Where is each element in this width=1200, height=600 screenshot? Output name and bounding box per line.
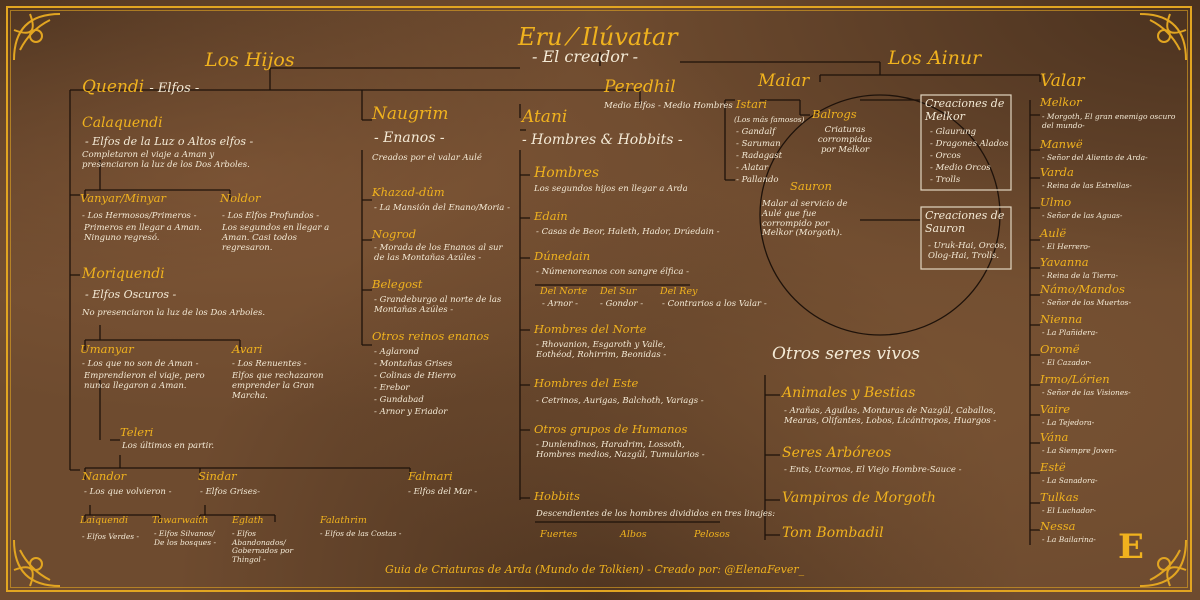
tawarwaith-title: Tawarwaith xyxy=(152,515,209,526)
nandor-title: Nandor xyxy=(82,469,127,483)
noldor-desc: Los segundos en llegar a Aman. Casi todos regresaron. xyxy=(222,223,330,253)
dunedain-sub: - Númenoreanos con sangre élfica - xyxy=(536,267,689,277)
khazad-sub: - La Mansión del Enano/Moria - xyxy=(374,203,510,213)
ainur-title: Los Ainur xyxy=(888,47,982,69)
otros-reinos-item: - Erebor xyxy=(374,383,410,393)
monogram-logo: E xyxy=(1118,527,1144,567)
moriquendi-desc: No presenciaron la luz de los Dos Arboles. xyxy=(82,308,266,318)
belegost-sub: - Grandeburgo al norte de las Montañas Azúles - xyxy=(374,295,502,315)
valar-name: Estë xyxy=(1040,460,1066,474)
valar-name: Nessa xyxy=(1040,519,1076,533)
umanyar-desc: Emprendieron el viaje, pero nunca llegaron a Aman. xyxy=(84,371,205,391)
teleri-desc: Los últimos en partir. xyxy=(122,441,215,451)
otros-humanos-sub: - Dunlendinos, Haradrim, Lossoth, Hombres medios, Nazgûl, Tumularios - xyxy=(536,440,705,460)
vanyar-title: Vanyar/Minyar xyxy=(80,191,166,205)
valar-name: Vaire xyxy=(1040,402,1071,416)
creaciones-sauron-desc: - Uruk-Hai, Orcos, Olog-Hai, Trolls. xyxy=(928,241,1007,261)
quendi-suffix: - Elfos - xyxy=(149,81,200,96)
creaciones-melkor-title: Creaciones de Melkor xyxy=(925,97,1005,123)
dunedain-title: Dúnedain xyxy=(534,249,591,263)
balrogs-desc: Criaturas corrompidas por Melkor xyxy=(817,125,873,155)
laiquendi-title: Laiquendi xyxy=(80,515,129,526)
valar-name: Vána xyxy=(1040,430,1069,444)
calaquendi-sub: - Elfos de la Luz o Altos elfos - xyxy=(85,135,254,148)
valar-desc: - Reina de la Tierra- xyxy=(1042,271,1118,280)
animales-title: Animales y Bestias xyxy=(782,385,916,401)
valar-desc: - El Herrero- xyxy=(1042,242,1091,251)
otros-reinos-item: - Gundabad xyxy=(374,395,424,405)
valar-name: Melkor xyxy=(1040,95,1082,109)
valar-name: Ulmo xyxy=(1040,195,1072,209)
laiquendi-sub: - Elfos Verdes - xyxy=(82,532,140,541)
hombres-desc: Los segundos hijos en llegar a Arda xyxy=(534,184,688,194)
creaciones-sauron-title: Creaciones de Sauron xyxy=(925,209,1005,235)
istari-item: - Pallando xyxy=(736,175,779,185)
valar-name: Tulkas xyxy=(1040,490,1079,504)
edain-sub: - Casas de Beor, Haleth, Hador, Drúedain - xyxy=(536,227,720,237)
valar-desc: - La Siempre Joven- xyxy=(1042,446,1117,455)
melkor-item: - Medio Orcos xyxy=(930,163,991,173)
delrey-sub: - Contrarios a los Valar - xyxy=(662,299,767,309)
naugrim-title: Naugrim xyxy=(372,104,449,124)
calaquendi-title: Calaquendi xyxy=(82,115,163,131)
valar-desc: - Señor del Aliento de Arda- xyxy=(1042,153,1148,162)
vanyar-desc: Primeros en llegar a Aman. Ninguno regresó. xyxy=(84,223,202,243)
avari-desc: Elfos que rechazaron emprender la Gran Marcha. xyxy=(232,371,324,401)
moriquendi-title: Moriquendi xyxy=(82,266,165,282)
istari-item: - Alatar xyxy=(736,163,769,173)
hobbits-pelosos: Pelosos xyxy=(694,529,730,540)
otros-humanos-title: Otros grupos de Humanos xyxy=(534,422,688,436)
atani-sub: - Hombres & Hobbits - xyxy=(522,132,683,148)
falathrim-title: Falathrim xyxy=(320,515,367,526)
calaquendi-desc: Completaron el viaje a Aman y presenciaron la luz de los Dos Arboles. xyxy=(82,150,250,170)
vanyar-sub: - Los Hermosos/Primeros - xyxy=(82,211,197,221)
valar-desc: - El Cazador- xyxy=(1042,358,1092,367)
falathrim-sub: - Elfos de las Costas - xyxy=(320,529,402,538)
hobbits-fuertes: Fuertes xyxy=(540,529,578,540)
arboreos-title: Seres Arbóreos xyxy=(782,445,892,461)
otros-reinos-item: - Arnor y Eriador xyxy=(374,407,448,417)
istari-item: - Radagast xyxy=(736,151,783,161)
valar-desc: - La Bailarina- xyxy=(1042,535,1096,544)
valar-desc: - Reina de las Estrellas- xyxy=(1042,181,1132,190)
maiar-title: Maiar xyxy=(758,71,810,91)
vampiros-title: Vampiros de Morgoth xyxy=(782,490,936,506)
umanyar-sub: - Los que no son de Aman - xyxy=(82,359,199,369)
valar-name: Nienna xyxy=(1040,312,1083,326)
khazad-title: Khazad-dûm xyxy=(372,185,445,199)
delsur-sub: - Gondor - xyxy=(600,299,644,309)
otros-reinos-title: Otros reinos enanos xyxy=(372,329,490,343)
noldor-title: Noldor xyxy=(220,191,261,205)
peredhil-title: Peredhil xyxy=(604,77,676,97)
otros-reinos-item: - Montañas Grises xyxy=(374,359,453,369)
umanyar-title: Umanyar xyxy=(80,342,134,356)
sindar-title: Sindar xyxy=(198,469,237,483)
eru-subtitle: - El creador - xyxy=(532,47,639,66)
hombres-este-title: Hombres del Este xyxy=(534,376,639,390)
delsur-title: Del Sur xyxy=(600,286,637,297)
peredhil-sub: Medio Elfos - Medio Hombres xyxy=(604,101,733,111)
otros-seres-title: Otros seres vivos xyxy=(772,344,920,364)
naugrim-sub: - Enanos - xyxy=(374,130,445,146)
noldor-sub: - Los Elfos Profundos - xyxy=(222,211,320,221)
sauron-desc: Malar al servicio de Aulé que fue corrompido por Melkor (Morgoth). xyxy=(762,199,848,239)
arboreos-sub: - Ents, Ucornos, El Viejo Hombre-Sauce - xyxy=(784,465,962,475)
nogrod-sub: - Morada de los Enanos al sur de las Montañas Azúles - xyxy=(374,243,503,263)
otros-reinos-item: - Colinas de Hierro xyxy=(374,371,456,381)
tom-title: Tom Bombadil xyxy=(782,525,884,541)
teleri-title: Teleri xyxy=(120,425,154,439)
hobbits-desc: Descendientes de los hombres divididos en tres linajes: xyxy=(536,509,776,519)
melkor-item: - Dragones Alados xyxy=(930,139,1009,149)
delrey-title: Del Rey xyxy=(660,286,698,297)
quendi-heading xyxy=(82,78,199,98)
hobbits-title: Hobbits xyxy=(534,489,580,503)
hombres-norte-sub: - Rhovanion, Esgaroth y Valle, Eothéod, Rohirrim, Beonidas - xyxy=(536,340,667,360)
edain-title: Edain xyxy=(534,209,568,223)
hombres-title: Hombres xyxy=(534,165,600,181)
valar-desc: - Señor de las Aguas- xyxy=(1042,211,1123,220)
hijos-title: Los Hijos xyxy=(205,49,295,71)
animales-sub: - Arañas, Aguilas, Monturas de Nazgûl, Caballos, Mearas, Olifantes, Lobos, Licántropos, Huargos - xyxy=(784,406,997,426)
delnorte-sub: - Arnor - xyxy=(542,299,579,309)
istari-item: - Gandalf xyxy=(736,127,776,137)
melkor-item: - Trolls xyxy=(930,175,961,185)
sindar-sub: - Elfos Grises- xyxy=(200,487,261,497)
valar-name: Oromë xyxy=(1040,342,1080,356)
valar-name: Námo/Mandos xyxy=(1040,282,1125,296)
moriquendi-sub: - Elfos Oscuros - xyxy=(85,288,177,301)
istari-title: Istari xyxy=(736,97,768,111)
atani-title: Atani xyxy=(522,107,568,127)
valar-desc: - La Plañidera- xyxy=(1042,328,1098,337)
quendi-title: Quendi xyxy=(82,77,145,97)
melkor-item: - Orcos xyxy=(930,151,961,161)
valar-name: Aulë xyxy=(1040,226,1067,240)
nogrod-title: Nogrod xyxy=(372,227,417,241)
falmari-title: Falmari xyxy=(408,469,453,483)
belegost-title: Belegost xyxy=(372,277,423,291)
valar-name: Yavanna xyxy=(1040,255,1089,269)
eru-title: Eru ⁄ Ilúvatar xyxy=(518,23,678,51)
hombres-este-sub: - Cetrinos, Aurigas, Balchoth, Variags - xyxy=(536,396,704,406)
falmari-sub: - Elfos del Mar - xyxy=(408,487,478,497)
balrogs-title: Balrogs xyxy=(812,107,857,121)
melkor-item: - Glaurung xyxy=(930,127,977,137)
valar-desc: - Morgoth, El gran enemigo oscuro del mundo- xyxy=(1042,112,1176,130)
istari-item: - Saruman xyxy=(736,139,781,149)
sauron-title: Sauron xyxy=(790,179,832,193)
hobbits-albos: Albos xyxy=(620,529,647,540)
naugrim-desc: Creados por el valar Aulé xyxy=(372,153,482,163)
eglath-title: Eglath xyxy=(232,515,264,526)
valar-name: Varda xyxy=(1040,165,1074,179)
footer-credit: Guia de Criaturas de Arda (Mundo de Tolkien) - Creado por: @ElenaFever_ xyxy=(385,563,805,576)
valar-desc: - El Luchador- xyxy=(1042,506,1096,515)
valar-name: Manwë xyxy=(1040,137,1083,151)
delnorte-title: Del Norte xyxy=(540,286,588,297)
valar-name: Irmo/Lórien xyxy=(1040,372,1110,386)
valar-desc: - La Sanadora- xyxy=(1042,476,1098,485)
valar-title: Valar xyxy=(1040,71,1085,91)
istari-note: (Los más famosos) xyxy=(734,115,805,124)
otros-reinos-item: - Aglarond xyxy=(374,347,420,357)
hombres-norte-title: Hombres del Norte xyxy=(534,322,647,336)
eglath-sub: - Elfos Abandonados/ Gobernados por Thingol - xyxy=(232,529,294,564)
tawarwaith-sub: - Elfos Silvanos/ De los bosques - xyxy=(154,529,216,547)
valar-desc: - La Tejedora- xyxy=(1042,418,1095,427)
avari-title: Avari xyxy=(232,342,263,356)
valar-desc: - Señor de los Muertos- xyxy=(1042,298,1132,307)
nandor-sub: - Los que volvieron - xyxy=(84,487,172,497)
avari-sub: - Los Renuentes - xyxy=(232,359,307,369)
valar-desc: - Señor de las Visiones- xyxy=(1042,388,1131,397)
